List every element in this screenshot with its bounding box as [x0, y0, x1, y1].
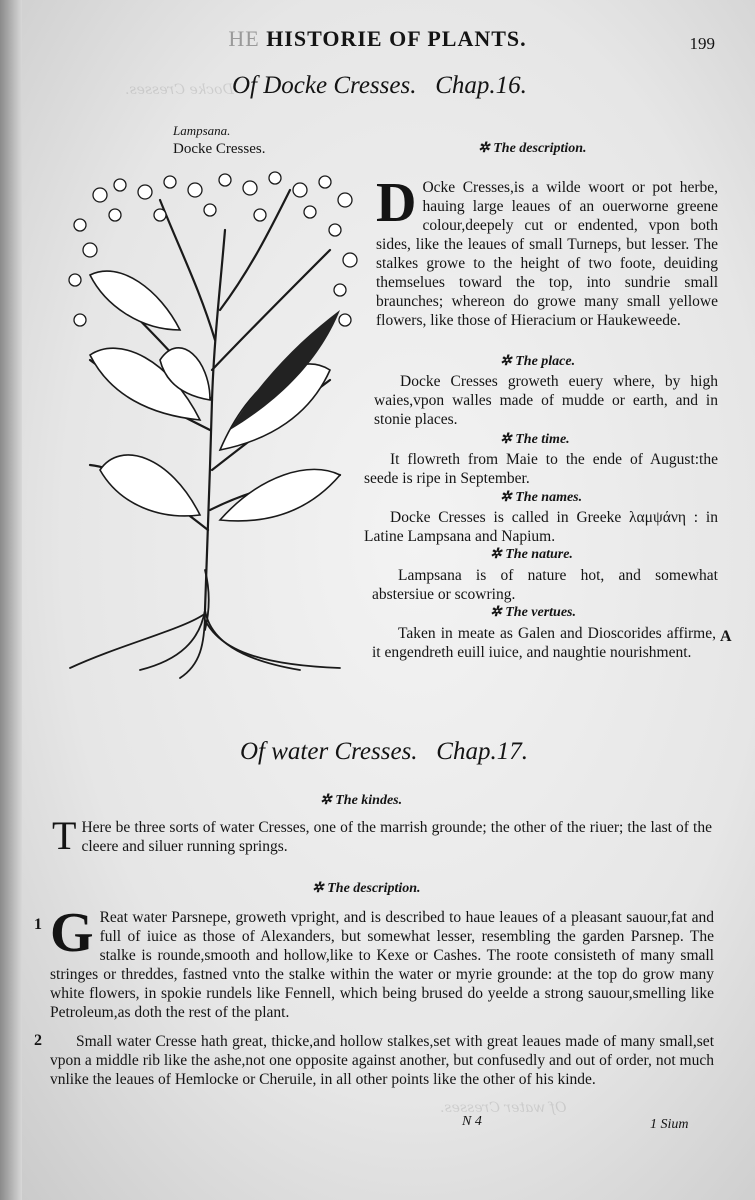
- heading-place: ✲ The place.: [500, 354, 576, 369]
- item-number-2: 2: [34, 1032, 42, 1049]
- page-gutter-shadow: [0, 0, 22, 1200]
- heading-kindes: ✲ The kindes.: [320, 793, 403, 808]
- signature-mark: N 4: [462, 1114, 482, 1129]
- heading-description-16: ✲ The description.: [478, 141, 587, 156]
- dropcap-d: D: [376, 172, 417, 234]
- description-16-paragraph: [376, 172, 718, 330]
- item-number-1: 1: [34, 916, 42, 933]
- heading-names: ✲ The names.: [500, 490, 583, 505]
- plant-caption: [173, 122, 265, 158]
- description-17-paragraph-2: Small water Cresse hath great, thicke,and hollow stalkes,set with great leaues made of many small,set vpon a middle rib like the ashe,not one opposite against another, but confusedly and out of order, not much vnlike the leaues of Hemlocke or Cheruile, in all other points like the other of his kinde.: [50, 1033, 714, 1088]
- vertues-text: Taken in meate as Galen and Dioscorides affirme, it engendreth euill iuice, and naughtie nourishment.: [372, 625, 716, 661]
- kindes-paragraph: [52, 813, 712, 858]
- plant-caption-english: Docke Cresses.: [173, 141, 266, 157]
- nature-text: Lampsana is of nature hot, and somewhat abstersiue or scowring.: [372, 567, 718, 603]
- plant-caption-latin: Lampsana.: [173, 123, 231, 138]
- catchword: 1 Sium: [650, 1117, 689, 1132]
- margin-letter-a: A: [720, 628, 732, 645]
- heading-nature: ✲ The nature.: [490, 547, 573, 562]
- heading-description-17: ✲ The description.: [312, 881, 421, 896]
- description-17-text-1: Reat water Parsnepe, groweth vpright, and is described to haue leaues of a pleasant sauour,fat and full of iuice as those of Alexanders, but somewhat lesser, resembling the garden Parsnep. The stalke is rounde,smooth and hollow,like to Kexe or Cashes. The roote consisteth of many small stringes or threddes, fastned vnto the stalke within the water or myrie grounde: at the top do grow many white flowers, in spokie rundels like Fennell, which being brused do yeelde a strong sauour,smelling like Petroleum,as doth the rest of the plant.: [50, 909, 714, 1021]
- dropcap-t: T: [52, 813, 77, 858]
- chapter-17-title: Of water Cresses. Chap.17.: [240, 738, 528, 765]
- running-head-faded: HE: [228, 26, 260, 51]
- place-text: Docke Cresses groweth euery where, by high waies,vpon walles made of mudde or earth, and in stonie places.: [374, 373, 718, 428]
- names-text: Docke Cresses is called in Greeke λαμψάνη : in Latine Lampsana and Napium.: [364, 509, 718, 545]
- time-text: It flowreth from Maie to the ende of August:the seede is ripe in September.: [364, 451, 718, 487]
- page-number: 199: [689, 34, 715, 53]
- ghost-text: Docke Cresses.: [125, 82, 234, 98]
- dropcap-g: G: [50, 902, 94, 964]
- description-17-paragraph-1: [50, 902, 714, 1022]
- ghost-text: Of water Cresses.: [440, 1100, 567, 1116]
- heading-vertues: ✲ The vertues.: [490, 605, 576, 620]
- description-16-text: Ocke Cresses,is a wilde woort or pot herbe, hauing large leaues of an ouerworne greene colour,deepely cut or endented, vpon both sides, like the leaues of small Turneps, but lesser. The stalkes growe to the height of two foote, deuiding themselues toward the top, into sundrie small braunches; whereon do growe many small yellowe flowers, like those of Hieracium or Haukeweede.: [376, 179, 718, 329]
- chapter-16-title: Of Docke Cresses. Chap.16.: [232, 72, 527, 99]
- docke-cresses-woodcut: [60, 170, 360, 680]
- running-head-title: HISTORIE OF PLANTS.: [266, 26, 527, 51]
- kindes-text: Here be three sorts of water Cresses, one of the marrish grounde; the other of the riuer; the last of the cleere and siluer running springs.: [81, 819, 712, 855]
- running-head: [0, 26, 755, 52]
- heading-time: ✲ The time.: [500, 432, 570, 447]
